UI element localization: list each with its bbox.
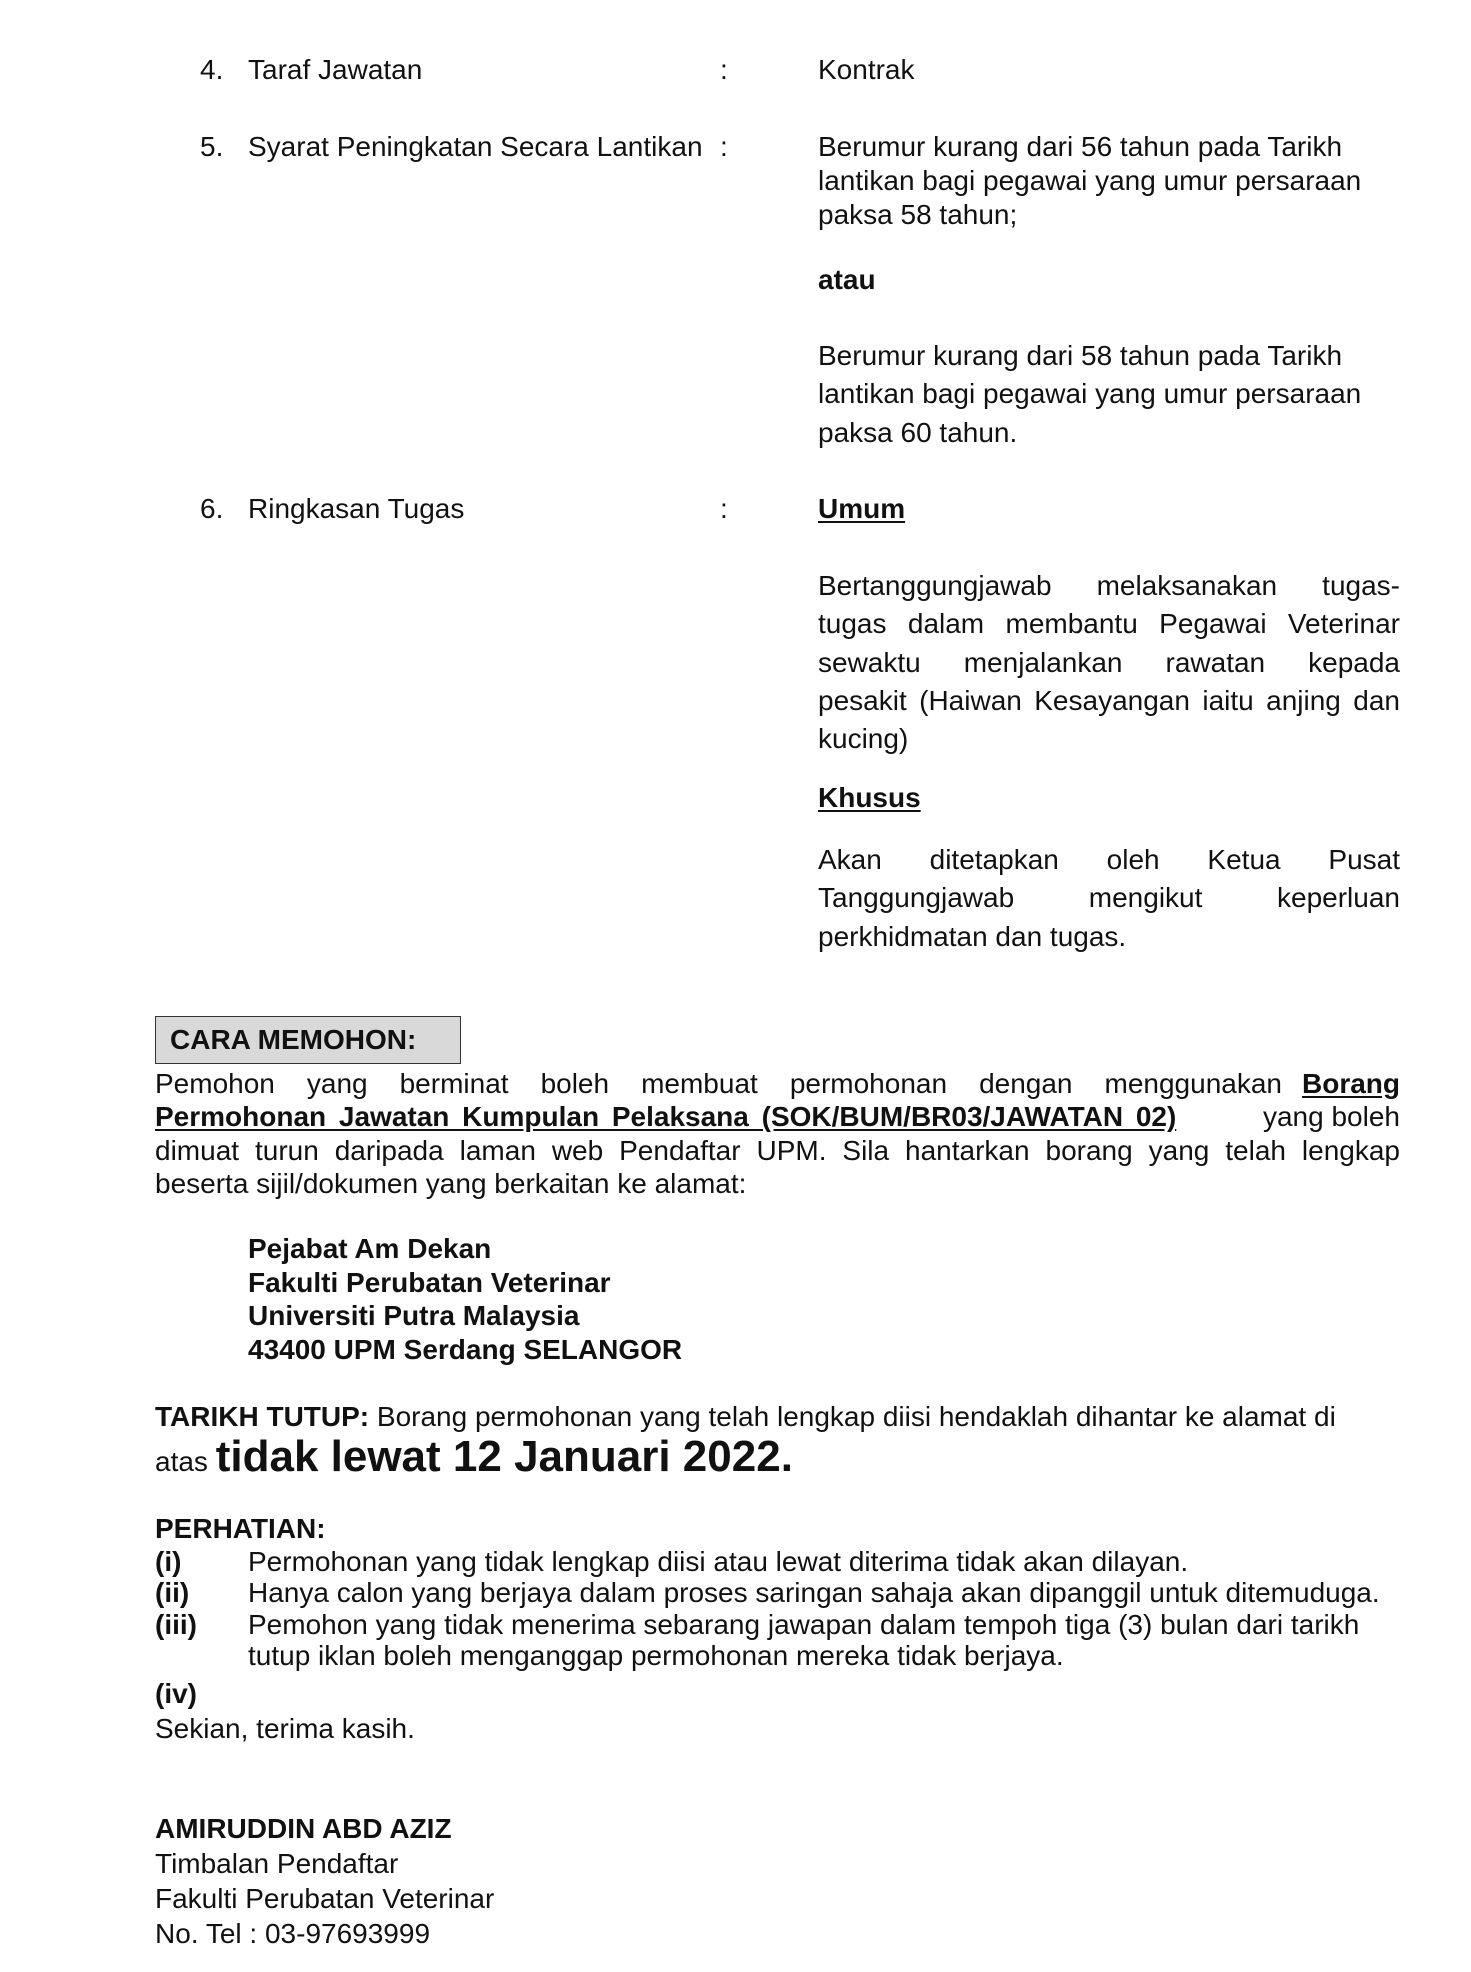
item-5-label: Syarat Peningkatan Secara Lantikan (248, 131, 703, 162)
umum-text-line: sewaktu menjalankan rawatan kepada (818, 647, 1400, 678)
item-5-text-line: Berumur kurang dari 58 tahun pada Tarikh (818, 340, 1343, 371)
address-line: Fakulti Perubatan Veterinar (248, 1267, 611, 1298)
item-5-text-line: Berumur kurang dari 56 tahun pada Tarikh (818, 131, 1343, 162)
umum-text-line: pesakit (Haiwan Kesayangan iaitu anjing dan (818, 685, 1400, 716)
cara-memohon-heading-box (155, 1016, 461, 1064)
item-5-text-line: paksa 58 tahun; (818, 199, 1018, 230)
item-4-number: 4. (200, 54, 224, 85)
item-5-text-line: lantikan bagi pegawai yang umur persaraan (818, 378, 1362, 409)
item-4-label: Taraf Jawatan (248, 54, 423, 85)
deadline-text: tidak lewat 12 Januari 2022. (215, 1432, 793, 1481)
cara-memohon-text: Pemohon yang berminat boleh membuat permohonan dengan menggunakan (155, 1068, 1282, 1099)
perhatian-point-text: Pemohon yang tidak menerima sebarang jawapan dalam tempoh tiga (3) bulan dari tarikh (248, 1609, 1360, 1640)
perhatian-point-number: (iv) (155, 1678, 197, 1709)
cara-memohon-line-2 (155, 1098, 1400, 1136)
signatory-faculty: Fakulti Perubatan Veterinar (155, 1883, 495, 1914)
item-6-label: Ringkasan Tugas (248, 493, 465, 524)
cara-memohon-text: dimuat turun daripada laman web Pendaftar UPM. Sila hantarkan borang yang telah lengkap (155, 1135, 1400, 1166)
tarikh-tutup-line-2 (155, 1432, 793, 1487)
cara-memohon-text: beserta sijil/dokumen yang berkaitan ke alamat: (155, 1168, 747, 1199)
item-5-colon: : (720, 131, 728, 162)
cara-memohon-heading: CARA MEMOHON: (170, 1024, 417, 1055)
umum-heading: Umum (818, 493, 906, 524)
perhatian-point-number: (iii) (155, 1609, 197, 1640)
item-5-text-line: lantikan bagi pegawai yang umur persaraan (818, 165, 1362, 196)
item-4-colon: : (720, 54, 728, 85)
cara-memohon-text: yang boleh (1262, 1101, 1400, 1132)
item-6-number: 6. (200, 493, 224, 524)
khusus-heading: Khusus (818, 782, 921, 813)
item-5-text-line: paksa 60 tahun. (818, 417, 1018, 448)
umum-text-line: tugas dalam membantu Pegawai Veterinar (818, 608, 1400, 639)
tarikh-tutup-label: TARIKH TUTUP: (155, 1401, 370, 1432)
item-4-value: Kontrak (818, 54, 915, 85)
tarikh-tutup-text: Borang permohonan yang telah lengkap diisi hendaklah dihantar ke alamat di (376, 1401, 1336, 1432)
perhatian-point-number: (i) (155, 1546, 182, 1577)
closing-text: Sekian, terima kasih. (155, 1713, 415, 1744)
item-5-atau: atau (818, 264, 876, 295)
signatory-name: AMIRUDDIN ABD AZIZ (155, 1813, 452, 1844)
khusus-text-line: Tanggungjawab mengikut keperluan (818, 882, 1400, 913)
umum-text-line: kucing) (818, 723, 909, 754)
khusus-text-line: Akan ditetapkan oleh Ketua Pusat (818, 844, 1400, 875)
perhatian-point-number: (ii) (155, 1577, 190, 1608)
perhatian-point-text: Hanya calon yang berjaya dalam proses saringan sahaja akan dipanggil untuk ditemuduga. (248, 1577, 1380, 1608)
address-line: Universiti Putra Malaysia (248, 1300, 580, 1331)
tarikh-tutup-text: atas (155, 1446, 208, 1477)
signatory-phone: No. Tel : 03-97693999 (155, 1918, 431, 1949)
perhatian-point-text: Permohonan yang tidak lengkap diisi atau lewat diterima tidak akan dilayan. (248, 1546, 1189, 1577)
borang-permohonan-link[interactable]: Permohonan Jawatan Kumpulan Pelaksana (SOK/BUM/BR03/JAWATAN 02) (155, 1101, 1177, 1132)
address-line: Pejabat Am Dekan (248, 1233, 492, 1264)
perhatian-heading: PERHATIAN: (155, 1513, 326, 1544)
item-5-number: 5. (200, 131, 224, 162)
address-line: 43400 UPM Serdang SELANGOR (248, 1334, 683, 1365)
khusus-text-line: perkhidmatan dan tugas. (818, 921, 1127, 952)
tarikh-tutup-line-1 (155, 1398, 1336, 1436)
item-6-colon: : (720, 493, 728, 524)
signatory-title: Timbalan Pendaftar (155, 1848, 399, 1879)
perhatian-point-text: tutup iklan boleh menganggap permohonan mereka tidak berjaya. (248, 1640, 1064, 1671)
umum-text-line: Bertanggungjawab melaksanakan tugas- (818, 570, 1400, 601)
borang-link[interactable]: Borang (1302, 1068, 1400, 1099)
